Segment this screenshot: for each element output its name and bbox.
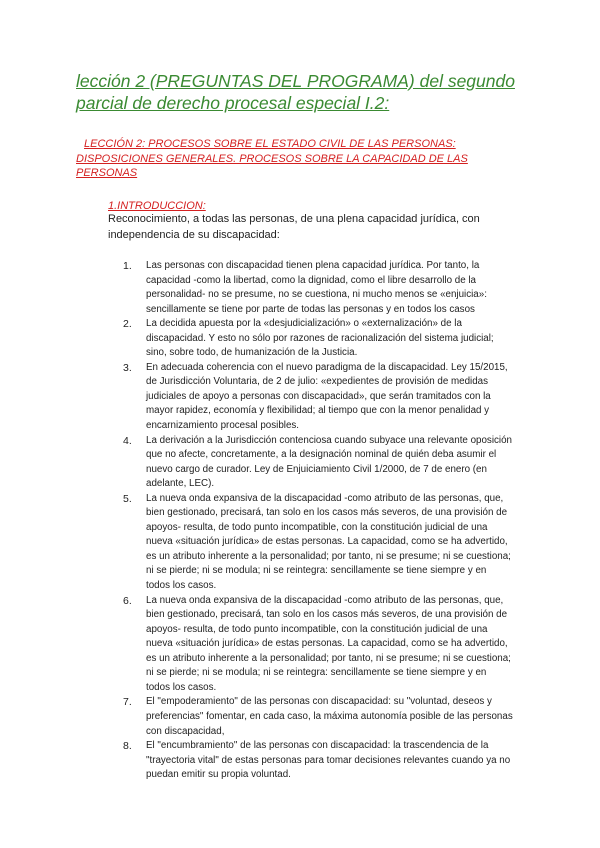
item-number: 3. bbox=[123, 361, 132, 374]
item-text: La decidida apuesta por la «desjudicialización» o «externalización» de la discapacidad. Y esto no sólo por razones de racionalización del sistema judicial; sino, sobre todo, de humanización de la Justicia. bbox=[146, 318, 494, 359]
list-item bbox=[118, 361, 513, 434]
item-text: El "encumbramiento" de las personas con discapacidad: la trascendencia de la "trayectoria vital" de estas personas para tomar decisiones relevantes cuando ya no puedan emitir su propia voluntad. bbox=[146, 740, 511, 781]
item-text: La nueva onda expansiva de la discapacidad -como atributo de las personas, que, bien gestionado, precisará, tan solo en los casos más severos, de una provisión de apoyos- resulta, de todo punto incompatible, con la constitución judicial de una nueva «situación jurídica» de estas personas. La capacidad, como se ha advertido, es un atributo inherente a la personalidad; por tanto, ni se presume; ni se cuestiona; ni se pierde; ni se modula; ni se reintegra: sencillamente se tiene siempre y en todos los casos. bbox=[146, 492, 511, 592]
item-number: 6. bbox=[123, 594, 132, 607]
item-number: 7. bbox=[123, 696, 132, 709]
list-item bbox=[118, 434, 513, 492]
item-number: 2. bbox=[123, 318, 132, 331]
list-item bbox=[118, 259, 513, 317]
intro-paragraph: Reconocimiento, a todas las personas, de una plena capacidad jurídica, con independencia de su discapacidad: bbox=[108, 213, 480, 241]
numbered-list bbox=[118, 259, 513, 783]
item-number: 4. bbox=[123, 434, 132, 447]
list-item bbox=[118, 739, 513, 783]
item-text: La derivación a la Jurisdicción contenciosa cuando subyace una relevante oposición que no afecte, concretamente, a la designación nominal de quién deba asumir el nuevo cargo de curador. Ley de Enjuiciamiento Civil 1/2000, de 7 de enero (en adelante, LEC). bbox=[146, 434, 512, 490]
list-item bbox=[118, 317, 513, 361]
item-number: 8. bbox=[123, 740, 132, 753]
list-item bbox=[118, 695, 513, 739]
document-title: lección 2 (PREGUNTAS DEL PROGRAMA) del segundo parcial de derecho procesal especial I.2: bbox=[76, 71, 515, 113]
section-title: LECCIÓN 2: PROCESOS SOBRE EL ESTADO CIVIL DE LAS PERSONAS: DISPOSICIONES GENERALES. PROCESOS SOBRE LA CAPACIDAD DE LAS PERSONAS bbox=[76, 138, 468, 179]
item-text: El "empoderamiento" de las personas con discapacidad: su "voluntad, deseos y preferencias" fomentar, en cada caso, la máxima autonomía posible de las personas con discapacidad, bbox=[146, 696, 513, 737]
item-text: Las personas con discapacidad tienen plena capacidad jurídica. Por tanto, la capacidad -como la libertad, como la dignidad, como el libre desarrollo de la personalidad- no se presume, no se cuestiona, ni mucho menos se «enjuicia»: sencillamente se tiene por parte de todas las personas y en todos los casos bbox=[146, 260, 487, 315]
list-item bbox=[118, 594, 513, 696]
list-item bbox=[118, 492, 513, 594]
item-text: La nueva onda expansiva de la discapacidad -como atributo de las personas, que, bien gestionado, precisará, tan solo en los casos más severos, de una provisión de apoyos- resulta, de todo punto incompatible, con la constitución judicial de una nueva «situación jurídica» de estas personas. La capacidad, como se ha advertido, es un atributo inherente a la personalidad; por tanto, ni se presume; ni se cuestiona; ni se pierde; ni se modula; ni se reintegra: sencillamente se tiene siempre y en todos los casos. bbox=[146, 594, 511, 693]
item-number: 5. bbox=[123, 492, 132, 505]
subsection-title: 1.INTRODUCCION: bbox=[108, 200, 206, 212]
item-text: En adecuada coherencia con el nuevo paradigma de la discapacidad. Ley 15/2015, de Jurisdicción Voluntaria, de 2 de julio: «expedientes de provisión de medidas judiciales de apoyo a personas con discapacidad», que serán tramitados con la mayor rapidez, economía y flexibilidad; al tiempo que con la menor penalidad y encarnizamiento procesal posibles. bbox=[146, 361, 508, 432]
item-number: 1. bbox=[123, 260, 132, 272]
